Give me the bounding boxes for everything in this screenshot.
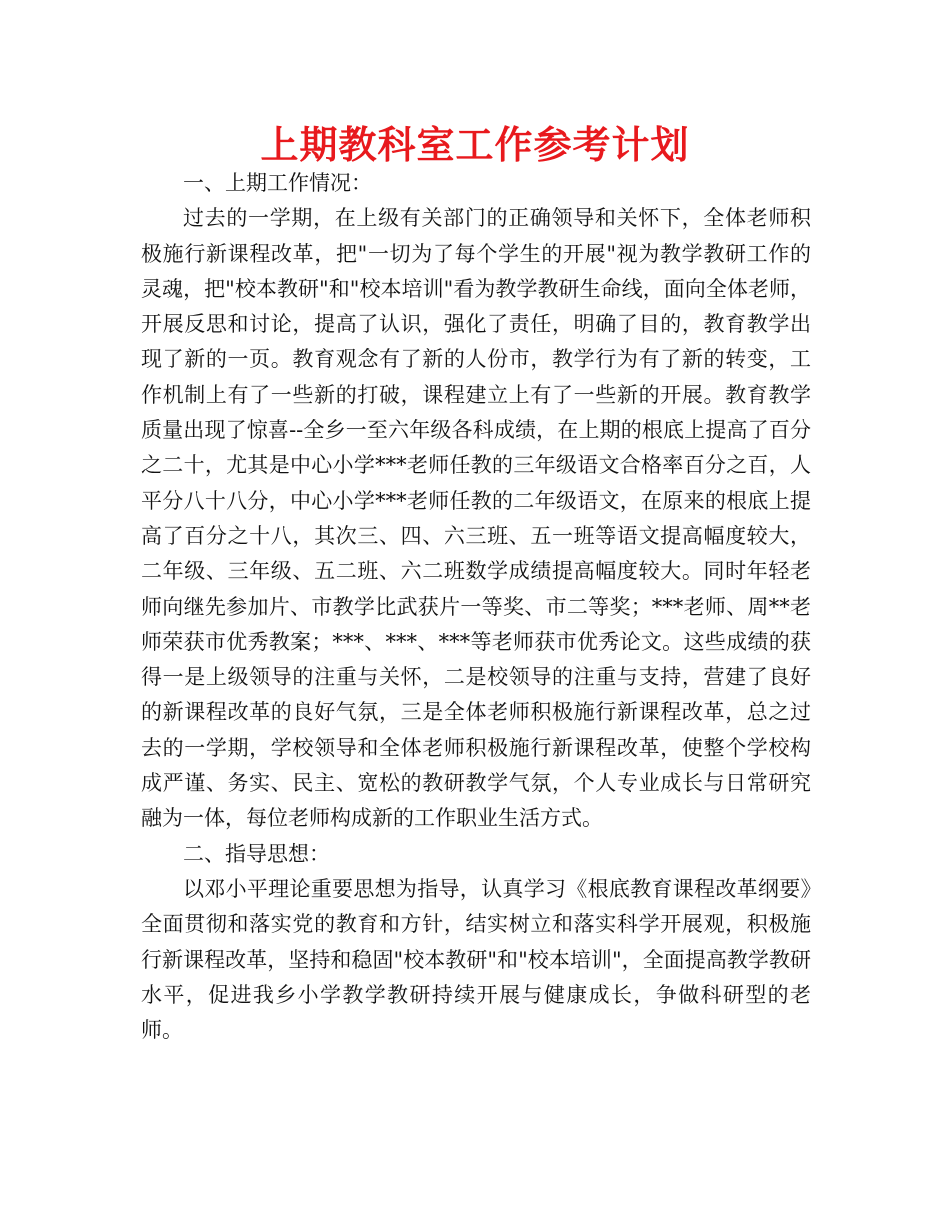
section-heading-guiding-ideology: 二、指导思想： — [183, 841, 330, 866]
document-title: 上期教科室工作参考计划 — [260, 123, 690, 167]
section-paragraph-work-review: 过去的一学期，在上级有关部门的正确领导和关怀下，全体老师积极施行新课程改革，把"一切为了每个学生的开展"视为教学教研工作的灵魂，把"校本教研"和"校本培训"看为教学教研生命线，面向全体老师，开展反思和讨论，提高了认识，强化了责任，明确了目的，教育教学出现了新的一页。教育观念有了新的人份市，教学行为有了新的转变，工作机制上有了一些新的打破，课程建立上有了一些新的开展。教育教学质量出现了惊喜--全乡一至六年级各科成绩，在上期的根底上提高了百分之二十，尤其是中心小学***老师任教的三年级语文合格率百分之百，人平分八十八分，中心小学***老师任教的二年级语文，在原来的根底上提高了百分之十八，其次三、四、六三班、五一班等语文提高幅度较大，二年级、三年级、五二班、六二班数学成绩提高幅度较大。同时年轻老师向继先参加片、市教学比武获片一等奖、市二等奖；***老师、周**老师荣获市优秀教案；***、***、***等老师获市优秀论文。这些成绩的获得一是上级领导的注重与关怀，二是校领导的注重与支持，营建了良好的新课程改革的良好气氛，三是全体老师积极施行新课程改革，总之过去的一学期，学校领导和全体老师积极施行新课程改革，使整个学校构成严谨、务实、民主、宽松的教研教学气氛，个人专业成长与日常研究融为一体，每位老师构成新的工作职业生活方式。 — [141, 206, 811, 831]
document-body — [141, 166, 811, 1048]
section-paragraph-guiding-ideology: 以邓小平理论重要思想为指导，认真学习《根底教育课程改革纲要》全面贯彻和落实党的教育和方针，结实树立和落实科学开展观，积极施行新课程改革，坚持和稳固"校本教研"和"校本培训"，全面提高教学教研水平，促进我乡小学教学教研持续开展与健康成长，争做科研型的老师。 — [141, 876, 811, 1043]
section-heading-work-review: 一、上期工作情况： — [183, 171, 372, 195]
